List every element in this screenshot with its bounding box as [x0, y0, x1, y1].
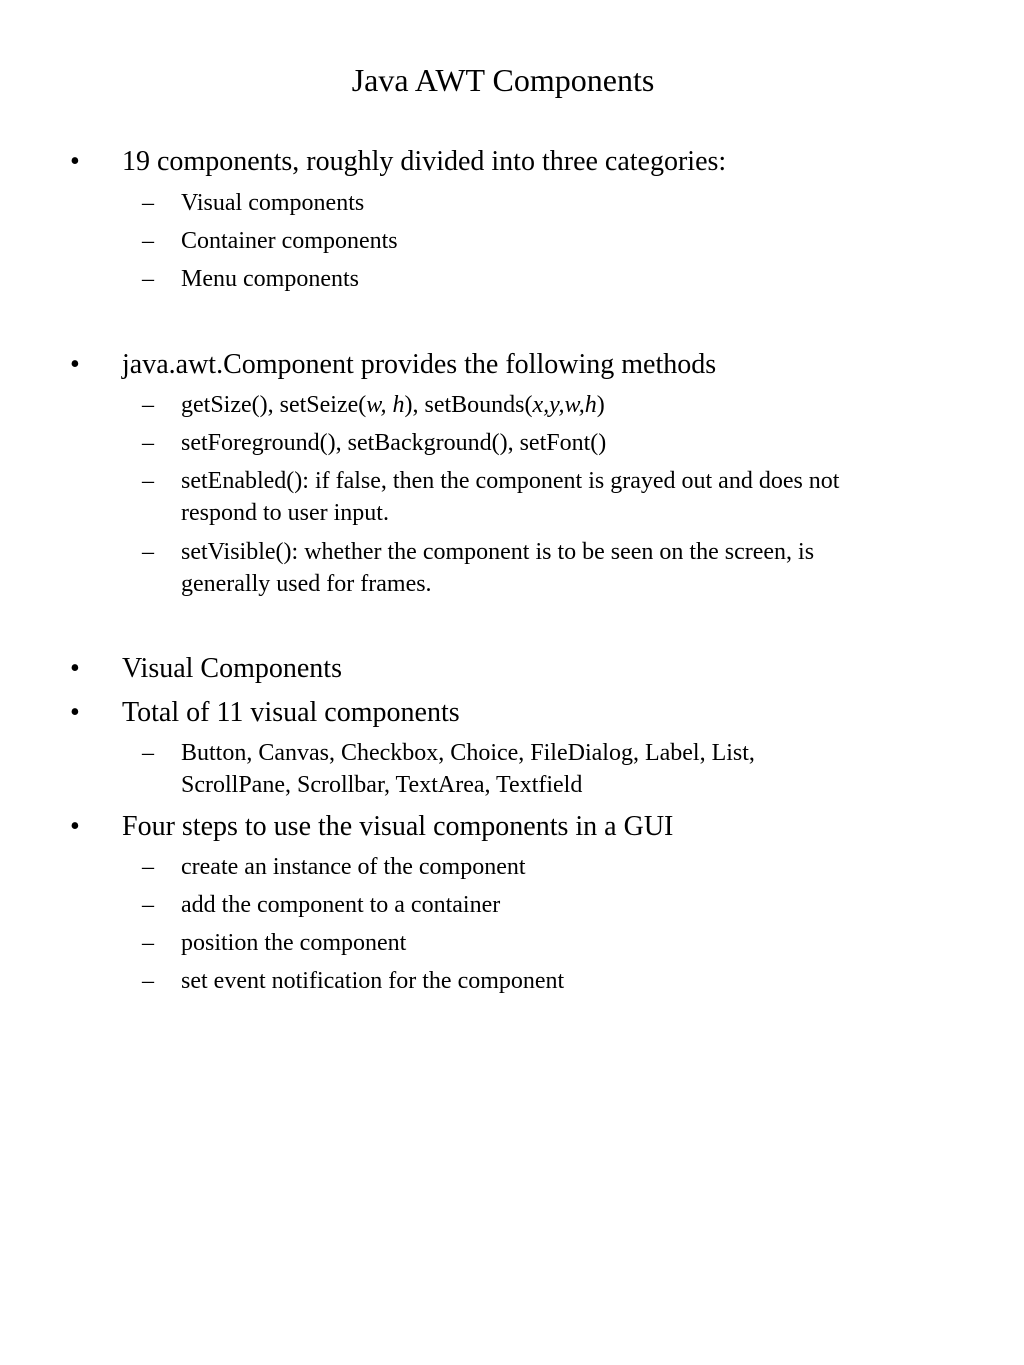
dash-icon: –: [142, 190, 154, 216]
sub-item-text: add the component to a container: [181, 892, 501, 918]
sub-item-text: Button, Canvas, Checkbox, Choice, FileDialog, Label, List,: [181, 740, 755, 766]
page-title: Java AWT Components: [351, 62, 655, 98]
dash-icon: –: [142, 228, 154, 254]
dash-icon: –: [142, 930, 154, 956]
sub-item-text: create an instance of the component: [181, 854, 526, 880]
sub-item-text: Menu components: [181, 266, 359, 292]
bullet-icon: •: [70, 653, 80, 684]
dash-icon: –: [142, 468, 154, 494]
sub-item-text: Visual components: [181, 190, 365, 216]
bullet-text: Total of 11 visual components: [122, 697, 460, 728]
dash-icon: –: [142, 430, 154, 456]
bullet-text: Four steps to use the visual components in a GUI: [122, 811, 674, 842]
dash-icon: –: [142, 740, 154, 766]
sub-item-text: generally used for frames.: [181, 571, 432, 597]
bullet-icon: •: [70, 349, 80, 380]
sub-item-text: setForeground(), setBackground(), setFont(): [181, 430, 607, 456]
bullet-icon: •: [70, 697, 80, 728]
sub-item-text: set event notification for the component: [181, 968, 565, 994]
sub-item-text: position the component: [181, 930, 407, 956]
dash-icon: –: [142, 892, 154, 918]
bullet-icon: •: [70, 146, 80, 177]
dash-icon: –: [142, 968, 154, 994]
sub-item-text: getSize(), setSeize(w, h), setBounds(x,y,w,h): [181, 392, 605, 418]
sub-item-text: setVisible(): whether the component is to be seen on the screen, is: [181, 539, 815, 565]
sub-item-text: ScrollPane, Scrollbar, TextArea, Textfield: [181, 772, 583, 798]
dash-icon: –: [142, 854, 154, 880]
sub-item-text: Container components: [181, 228, 398, 254]
dash-icon: –: [142, 392, 154, 418]
bullet-text: Visual Components: [122, 653, 342, 684]
bullet-icon: •: [70, 811, 80, 842]
dash-icon: –: [142, 539, 154, 565]
bullet-text: java.awt.Component provides the following methods: [122, 349, 717, 380]
sub-item-text: setEnabled(): if false, then the component is grayed out and does not: [181, 468, 840, 494]
sub-item-text: respond to user input.: [181, 500, 389, 526]
dash-icon: –: [142, 266, 154, 292]
bullet-text: 19 components, roughly divided into three categories:: [122, 146, 727, 177]
